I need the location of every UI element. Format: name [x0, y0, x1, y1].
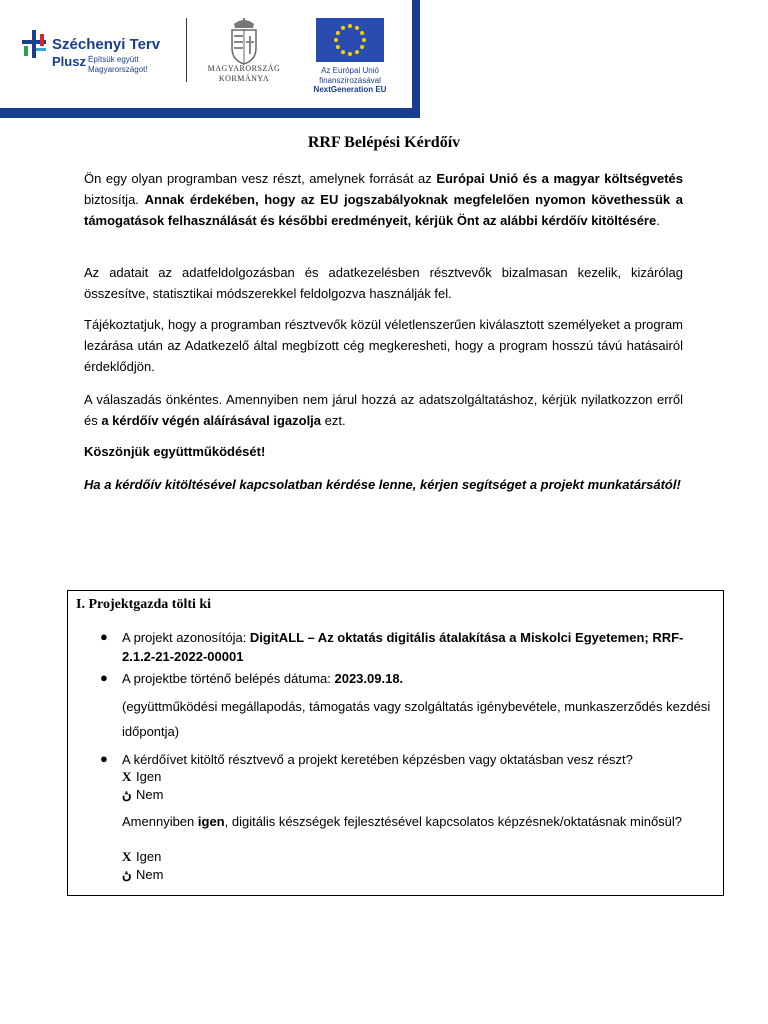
szechenyi-plusz: Plusz: [52, 54, 86, 69]
q1-option-no[interactable]: [122, 786, 163, 804]
szechenyi-cross-icon: [20, 30, 50, 60]
question-1: A kérdőívet kitöltő résztvevő a projekt keretében képzésben vagy oktatásban vesz részt?: [122, 752, 633, 767]
eu-label-line-2: finanszírozásával: [319, 75, 381, 85]
intro-p4-text-c: ezt.: [321, 413, 346, 428]
intro-paragraph-3: Tájékoztatjuk, hogy a programban résztvevők közül véletlenszerűen kiválasztott személyeket a program lezárása után az Adatkezelő által megbízott cég megkeresheti, hogy a program hosszú távú hatásairól érdeklődjön.: [84, 317, 683, 374]
eu-star-icon: [336, 31, 340, 35]
section-title: I. Projektgazda tölti ki: [76, 597, 212, 612]
government-label: [196, 64, 292, 84]
szechenyi-tagline-2: Magyarországot!: [88, 65, 148, 74]
help-text: Ha a kérdőív kitöltésével kapcsolatban kérdése lenne, kérjen segítséget a projekt munkatársától!: [84, 477, 681, 492]
eu-star-icon: [341, 50, 345, 54]
szechenyi-tagline: [88, 55, 148, 75]
eu-star-icon: [360, 45, 364, 49]
eu-star-icon: [336, 45, 340, 49]
project-id-value: DigitALL – Az oktatás digitális átalakítása a Miskolci Egyetemen; RRF-2.1.2-21-2022-00001: [122, 630, 684, 664]
eu-label-line-1: Az Európai Unió: [321, 66, 379, 75]
intro-p1-text-c: biztosítja.: [84, 192, 145, 207]
nextgeneration-eu: NextGeneration EU: [313, 85, 387, 94]
eu-star-icon: [348, 24, 352, 28]
eu-star-icon: [341, 26, 345, 30]
document-title: RRF Belépési Kérdőív: [307, 134, 461, 151]
entry-date-item: [122, 669, 714, 688]
checkbox-empty-icon[interactable]: ڽ: [122, 867, 132, 882]
intro-p1-bold-request: Annak érdekében, hogy az EU jogszabályoknak megfelelően nyomon követhessük a támogatások felhasználását és későbbi eredményeit, kérjük Önt az alábbi kérdőív kitöltésére: [84, 192, 683, 228]
bullet-icon: ●: [100, 629, 108, 644]
entry-date-label: A projektbe történő belépés dátuma:: [122, 671, 335, 686]
checkbox-checked-icon[interactable]: X: [122, 769, 132, 784]
question-2: [122, 812, 714, 831]
project-id-label: A projekt azonosítója:: [122, 630, 250, 645]
eu-star-icon: [334, 38, 338, 42]
thanks-text: Köszönjük együttműködését!: [84, 444, 266, 459]
entry-date-note: (együttműködési megállapodás, támogatás vagy szolgáltatás igénybevétele, munkaszerződés kezdési időpontja): [122, 699, 711, 739]
q2-text-a: Amennyiben: [122, 814, 198, 829]
szechenyi-terv-logo: [20, 26, 170, 86]
intro-p4-bold-signature: a kérdőív végén aláírásával igazolja: [101, 413, 322, 428]
intro-p1-text-e: .: [656, 213, 660, 228]
option-label: Igen: [136, 849, 162, 864]
header-banner: [0, 0, 416, 118]
project-owner-section: [67, 590, 724, 896]
option-label: Nem: [136, 867, 164, 882]
banner-bottom-rule: [0, 108, 420, 118]
intro-p4-text-a: A válaszadás önkéntes. Amennyiben nem járul hozzá az adatszolgáltatáshoz, kérjük nyilatkozzon erről és: [84, 392, 683, 428]
intro-paragraph-2: Az adatait az adatfeldolgozásban és adatkezelésben résztvevők bizalmasan kezelik, kizárólag összesítve, statisztikai módszerekkel feldolgozva használják fel.: [84, 265, 683, 301]
q2-text-c: , digitális készségek fejlesztésével kapcsolatos képzésnek/oktatásnak minősül?: [224, 814, 683, 829]
checkbox-checked-icon[interactable]: X: [122, 849, 132, 864]
banner-right-edge: [412, 0, 420, 118]
eu-funding-label: [304, 66, 396, 95]
q1-option-yes[interactable]: [122, 768, 161, 786]
government-label-line-2: KORMÁNYA: [218, 74, 270, 83]
hungarian-coat-of-arms-icon: [226, 18, 262, 66]
eu-star-icon: [362, 38, 366, 42]
q2-option-yes[interactable]: [122, 848, 161, 866]
entry-date-value: 2023.09.18.: [334, 671, 404, 686]
logo-divider: [186, 18, 187, 82]
option-label: Nem: [136, 787, 164, 802]
project-id-item: [122, 628, 714, 666]
eu-label-line-3: [304, 85, 396, 95]
eu-star-icon: [360, 31, 364, 35]
checkbox-empty-icon[interactable]: ڽ: [122, 787, 132, 802]
szechenyi-tagline-1: Építsük együtt: [88, 55, 139, 64]
intro-p1-bold-funding: Európai Unió és a magyar költségvetés: [436, 171, 683, 186]
q2-option-no[interactable]: [122, 866, 163, 884]
government-label-line-1: MAGYARORSZÁG: [207, 64, 281, 73]
q2-bold-igen: igen: [197, 814, 225, 829]
bullet-icon: ●: [100, 670, 108, 685]
option-label: Igen: [136, 769, 162, 784]
bullet-icon: ●: [100, 751, 108, 766]
intro-p1-text-a: Ön egy olyan programban vesz részt, amelynek forrását az: [84, 171, 437, 186]
intro-paragraph-4: [84, 389, 683, 431]
intro-paragraph-1: [84, 168, 683, 231]
eu-star-icon: [348, 52, 352, 56]
eu-star-icon: [355, 26, 359, 30]
eu-flag-icon: [316, 18, 384, 62]
eu-star-icon: [355, 50, 359, 54]
szechenyi-name: Széchenyi Terv: [52, 36, 161, 53]
